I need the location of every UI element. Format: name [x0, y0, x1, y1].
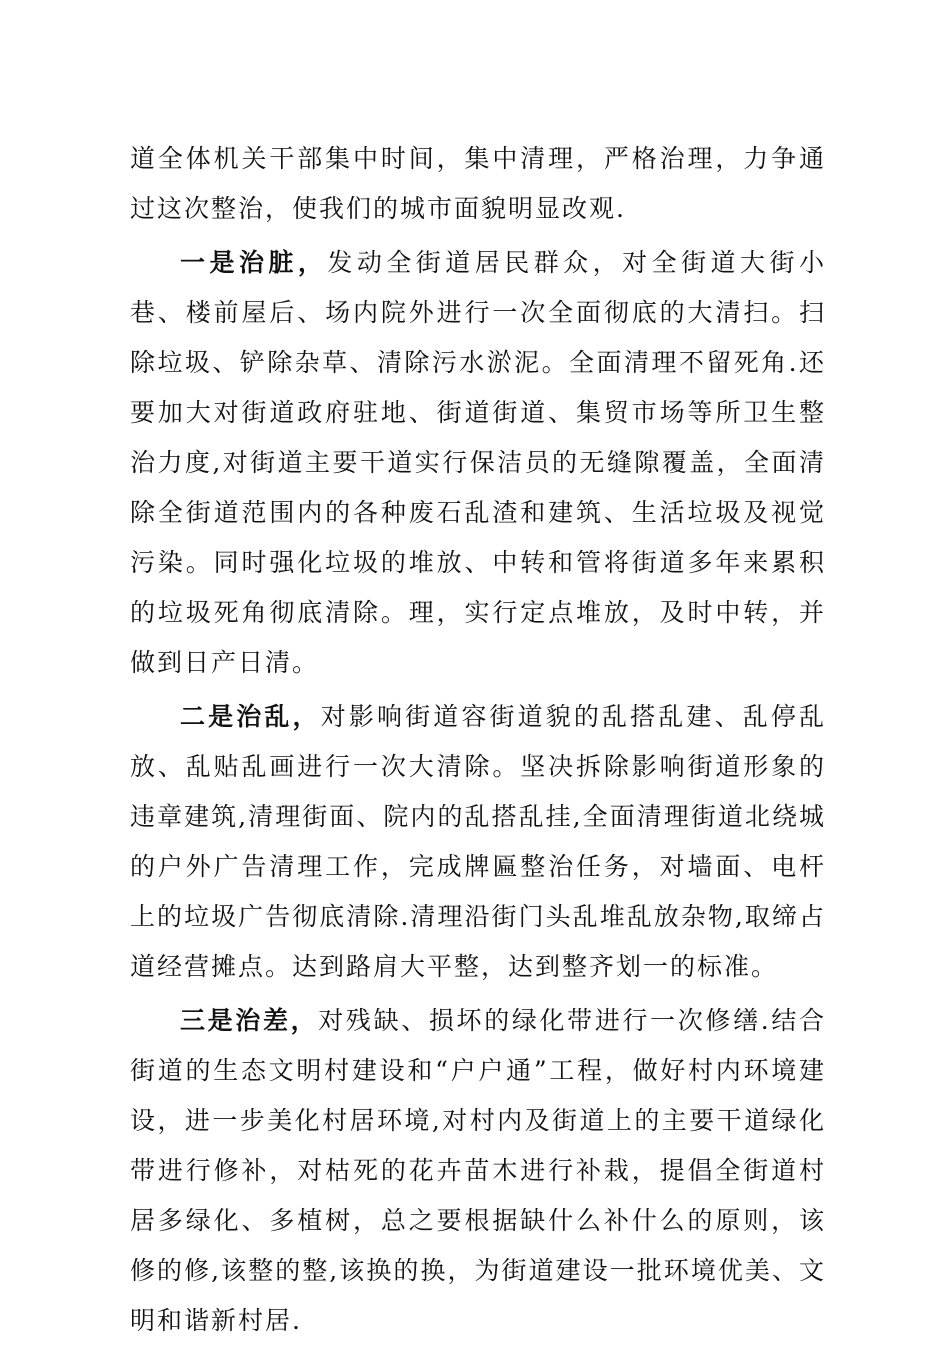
- paragraph-lead: 一是治脏，: [180, 248, 328, 277]
- paragraph-text: 发动全街道居民群众，对全街道大街小巷、楼前屋后、场内院外进行一次全面彻底的大清扫。扫除垃圾、铲除杂草、清除污水淤泥。全面清理不留死角.还要加大对街道政府驻地、街道街道、集贸市场等所卫生整治力度,对街道主要干道实行保洁员的无缝隙覆盖，全面清除全街道范围内的各种废石乱渣和建筑、生活垃圾及视觉污染。同时强化垃圾的堆放、中转和管将街道多年来累积的垃圾死角彻底清除。理，实行定点堆放，及时中转，并做到日产日清。: [130, 248, 826, 677]
- paragraph-lead: 三是治差，: [180, 1006, 319, 1035]
- paragraph-zhizang: [130, 238, 826, 688]
- paragraph-lead: 二是治乱，: [180, 702, 321, 731]
- document-body: [130, 134, 826, 1350]
- paragraph-zhiluan: [130, 692, 826, 992]
- paragraph-text: 道全体机关干部集中时间，集中清理，严格治理，力争通过这次整治，使我们的城市面貌明显改观.: [130, 144, 826, 223]
- paragraph-text: 对残缺、损坏的绿化带进行一次修缮.结合街道的生态文明村建设和“户户通”工程，做好村内环境建设，进一步美化村居环境,对村内及街道上的主要干道绿化带进行修补，对枯死的花卉苗木进行补栽，提倡全街道村居多绿化、多植树，总之要根据缺什么补什么的原则，该修的修,该整的整,该换的换，为街道建设一批环境优美、文明和谐新村居.: [130, 1006, 826, 1335]
- paragraph-text: 对影响街道容街道貌的乱搭乱建、乱停乱放、乱贴乱画进行一次大清除。坚决拆除影响街道形象的违章建筑,清理街面、院内的乱搭乱挂,全面清理街道北绕城的户外广告清理工作，完成牌匾整治任务，对墙面、电杆上的垃圾广告彻底清除.清理沿街门头乱堆乱放杂物,取缔占道经营摊点。达到路肩大平整，达到整齐划一的标准。: [130, 702, 826, 981]
- paragraph-zhicha: [130, 996, 826, 1346]
- paragraph-intro: [130, 134, 826, 234]
